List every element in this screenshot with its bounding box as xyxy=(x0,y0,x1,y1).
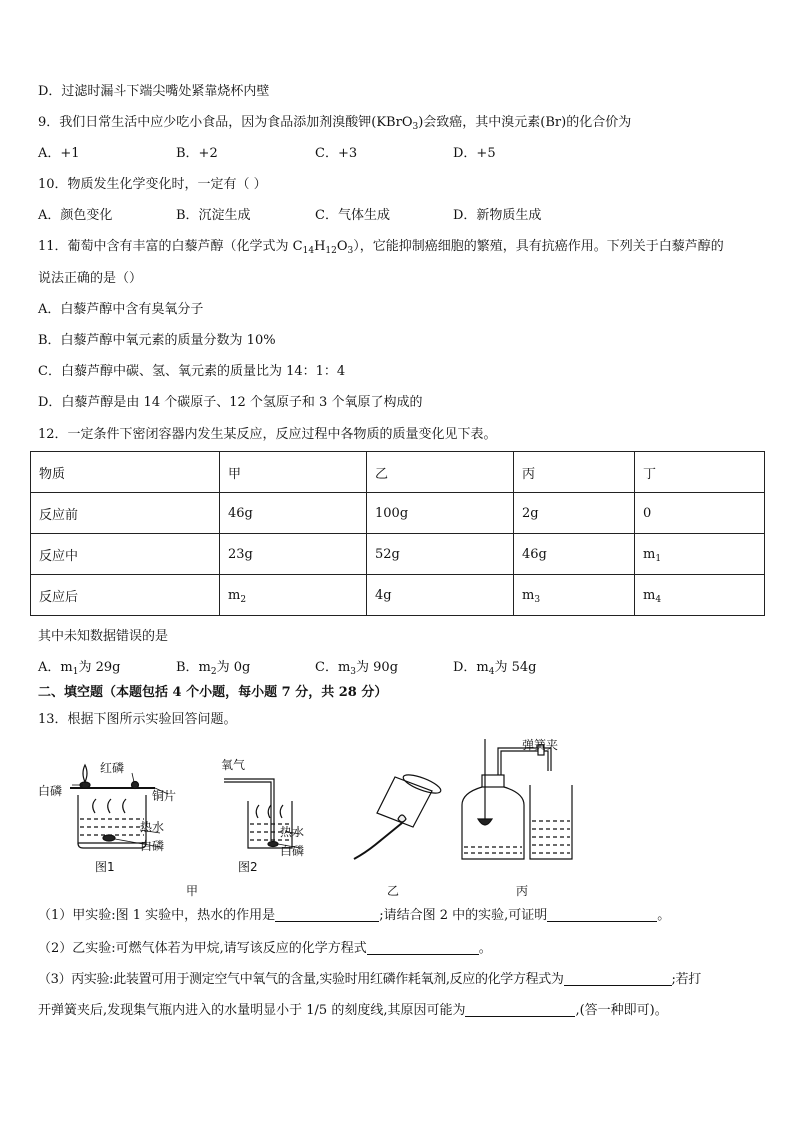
row-label: 反应中 xyxy=(31,534,220,575)
table-header-row xyxy=(31,452,765,493)
table-cell: 2g xyxy=(514,493,635,534)
q12-option-c: C．$m_3$为 90g xyxy=(315,660,399,677)
table-header-cell: 物质 xyxy=(31,452,220,493)
q12-option-b: B．$m_2$为 0g xyxy=(176,660,251,677)
q13-sub1: （1）甲实验:图 1 实验中，热水的作用是 ;请结合图 2 中的实验,可证明 。 xyxy=(38,908,671,923)
table-cell: 52g xyxy=(367,534,514,575)
table-header-cell: 甲 xyxy=(220,452,367,493)
table-row xyxy=(31,575,765,616)
table-cell: 0 xyxy=(635,493,765,534)
table-cell: $m_3$ xyxy=(514,575,635,616)
table-cell: 46g xyxy=(220,493,367,534)
q12-option-d: D．$m_4$为 54g xyxy=(453,660,537,677)
q10-option-d: D．新物质生成 xyxy=(453,208,542,223)
q12-option-a: A．$m_1$为 29g xyxy=(38,660,121,677)
answer-blank[interactable] xyxy=(564,971,672,986)
table-cell: $m_1$ xyxy=(635,534,765,575)
q13-stem: 13．根据下图所示实验回答问题。 xyxy=(38,712,237,727)
table-header-cell: 丙 xyxy=(514,452,635,493)
table-cell: 100g xyxy=(367,493,514,534)
q9-option-d: D．+5 xyxy=(453,146,496,161)
q12-data-table xyxy=(30,451,765,616)
q10-option-c: C．气体生成 xyxy=(315,208,390,223)
label-spring-clamp: 弹簧夹 xyxy=(522,738,559,752)
yi-apparatus xyxy=(354,771,443,859)
q12-question: 其中未知数据错误的是 xyxy=(38,629,169,644)
answer-blank[interactable] xyxy=(275,907,379,922)
q10-option-b: B．沉淀生成 xyxy=(176,208,251,223)
q9-option-a: A．+1 xyxy=(38,146,80,161)
q9-stem: 9．我们日常生活中应少吃小食品，因为食品添加剂溴酸钾(KBrO$_3$)会致癌，其中溴元素(Br)的化合价为 xyxy=(38,115,632,132)
row-label: 反应前 xyxy=(31,493,220,534)
subscript: 4 xyxy=(655,594,662,605)
caption-yi: 乙 xyxy=(387,884,400,898)
label-red-phosphorus: 红磷 xyxy=(100,761,125,775)
answer-blank[interactable] xyxy=(465,1002,575,1017)
q10-stem: 10．物质发生化学变化时，一定有（ ） xyxy=(38,177,267,192)
label-oxygen: 氧气 xyxy=(221,758,246,772)
q11-stem: 11．葡萄中含有丰富的白藜芦醇（化学式为 $C_{14}H_{12}O_3$），它能抑制癌细胞的繁殖，具有抗癌作用。下列关于白藜芦醇的 xyxy=(38,239,724,256)
q11-option-d: D．白藜芦醇是由 14 个碳原子、12 个氢原子和 3 个氧原了构成的 xyxy=(38,395,423,410)
label-white-phosphorus-2: 白磷 xyxy=(280,844,305,858)
label-hot-water-1: 热水 xyxy=(140,820,165,834)
table-cell: 46g xyxy=(514,534,635,575)
label-copper-plate: 铜片 xyxy=(152,789,177,803)
q11-stem-line2: 说法正确的是（） xyxy=(38,271,143,286)
caption-jia: 甲 xyxy=(186,884,199,898)
q13-sub2: （2）乙实验:可燃气体若为甲烷,请写该反应的化学方程式 。 xyxy=(38,941,492,956)
q12-stem: 12．一定条件下密闭容器内发生某反应，反应过程中各物质的质量变化见下表。 xyxy=(38,427,497,442)
q9-option-b: B．+2 xyxy=(176,146,218,161)
table-cell: 4g xyxy=(367,575,514,616)
table-row xyxy=(31,493,765,534)
q10-option-a: A．颜色变化 xyxy=(38,208,113,223)
subscript: 1 xyxy=(655,553,662,564)
section-heading: 二、填空题（本题包括 4 个小题，每小题 7 分，共 28 分） xyxy=(38,685,388,700)
q11-option-b: B．白藜芦醇中氧元素的质量分数为 10% xyxy=(38,333,276,348)
q8-option-d: D．过滤时漏斗下端尖嘴处紧靠烧杯内壁 xyxy=(38,84,270,99)
q11-option-c: C．白藜芦醇中碳、氢、氧元素的质量比为 14：1：4 xyxy=(38,364,346,379)
caption-bing: 丙 xyxy=(516,884,529,898)
table-cell: $m_4$ xyxy=(635,575,765,616)
table-header-cell: 乙 xyxy=(367,452,514,493)
label-hot-water-2: 热水 xyxy=(280,825,305,839)
table-cell: $m_2$ xyxy=(220,575,367,616)
fig1-caption: 图1 xyxy=(95,860,115,874)
fig2-caption: 图2 xyxy=(238,860,258,874)
q11-option-a: A．白藜芦醇中含有臭氧分子 xyxy=(38,302,204,317)
label-white-phosphorus-1: 白磷 xyxy=(140,839,165,853)
bing-apparatus xyxy=(462,739,572,859)
subscript: 3 xyxy=(534,594,541,605)
q13-sub3-line2: 开弹簧夹后,发现集气瓶内进入的水量明显小于 1/5 的刻度线,其原因可能为 ,(答一种即可)。 xyxy=(38,1003,668,1018)
label-white-phosphorus-left: 白磷 xyxy=(38,784,63,798)
table-row xyxy=(31,534,765,575)
answer-blank[interactable] xyxy=(367,940,479,955)
q9-option-c: C．+3 xyxy=(315,146,358,161)
q13-sub3: （3）丙实验:此装置可用于测定空气中氧气的含量,实验时用红磷作耗氧剂,反应的化学方程式为 ;若打 xyxy=(38,972,701,987)
answer-blank[interactable] xyxy=(547,907,657,922)
row-label: 反应后 xyxy=(31,575,220,616)
fig1-apparatus xyxy=(70,765,168,848)
q13-experiment-figure xyxy=(30,735,590,903)
table-cell: 23g xyxy=(220,534,367,575)
table-header-cell: 丁 xyxy=(635,452,765,493)
subscript: 2 xyxy=(240,594,247,605)
